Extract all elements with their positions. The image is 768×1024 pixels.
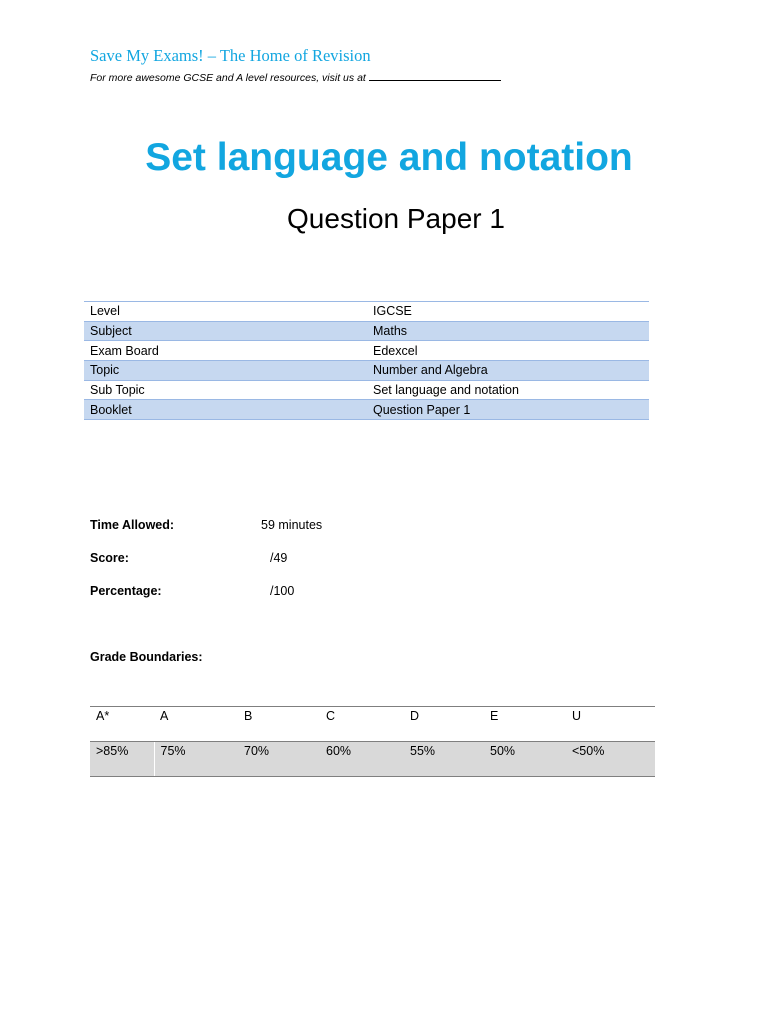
info-row xyxy=(84,361,649,381)
info-label: Exam Board xyxy=(84,341,367,361)
grade-boundaries-label: Grade Boundaries: xyxy=(90,650,203,664)
info-value: Number and Algebra xyxy=(367,361,649,381)
time-allowed-label: Time Allowed: xyxy=(90,518,175,532)
percentage-value: /100 xyxy=(270,584,295,598)
grade-header-cell: A* xyxy=(90,707,154,742)
info-row xyxy=(84,321,649,341)
time-allowed-value: 59 minutes xyxy=(261,518,323,532)
grade-value-cell: 60% xyxy=(320,742,404,777)
info-label: Sub Topic xyxy=(84,380,367,400)
document-subtitle: Question Paper 1 xyxy=(287,203,505,234)
info-label: Topic xyxy=(84,361,367,381)
info-row xyxy=(84,341,649,361)
info-value: Question Paper 1 xyxy=(367,400,649,420)
grade-header-cell: A xyxy=(154,707,238,742)
grade-header-cell: B xyxy=(238,707,320,742)
grade-value-cell: 55% xyxy=(404,742,484,777)
website-blank-line xyxy=(369,69,501,81)
info-value: Maths xyxy=(367,321,649,341)
info-row xyxy=(84,302,649,322)
grade-header-cell: E xyxy=(484,707,566,742)
info-row xyxy=(84,400,649,420)
grade-header-cell: U xyxy=(566,707,655,742)
brand-heading: Save My Exams! – The Home of Revision xyxy=(90,46,371,65)
grade-value-cell: <50% xyxy=(566,742,655,777)
tagline xyxy=(90,69,501,84)
grade-value-cell: 70% xyxy=(238,742,320,777)
grade-header-cell: C xyxy=(320,707,404,742)
grade-values-row xyxy=(90,742,655,777)
grade-boundaries-table xyxy=(90,706,655,777)
document-title: Set language and notation xyxy=(145,136,633,179)
info-table xyxy=(84,301,649,420)
info-row xyxy=(84,380,649,400)
grade-value-cell: >85% xyxy=(90,742,154,777)
info-label: Booklet xyxy=(84,400,367,420)
score-value: /49 xyxy=(270,551,288,565)
info-value: Set language and notation xyxy=(367,380,649,400)
info-value: Edexcel xyxy=(367,341,649,361)
grade-header-cell: D xyxy=(404,707,484,742)
info-label: Subject xyxy=(84,321,367,341)
info-label: Level xyxy=(84,302,367,322)
info-value: IGCSE xyxy=(367,302,649,322)
grade-header-row xyxy=(90,707,655,742)
percentage-label: Percentage: xyxy=(90,584,162,598)
score-label: Score: xyxy=(90,551,129,565)
grade-value-cell: 75% xyxy=(154,742,238,777)
grade-value-cell: 50% xyxy=(484,742,566,777)
tagline-text: For more awesome GCSE and A level resources, visit us at xyxy=(90,72,366,84)
